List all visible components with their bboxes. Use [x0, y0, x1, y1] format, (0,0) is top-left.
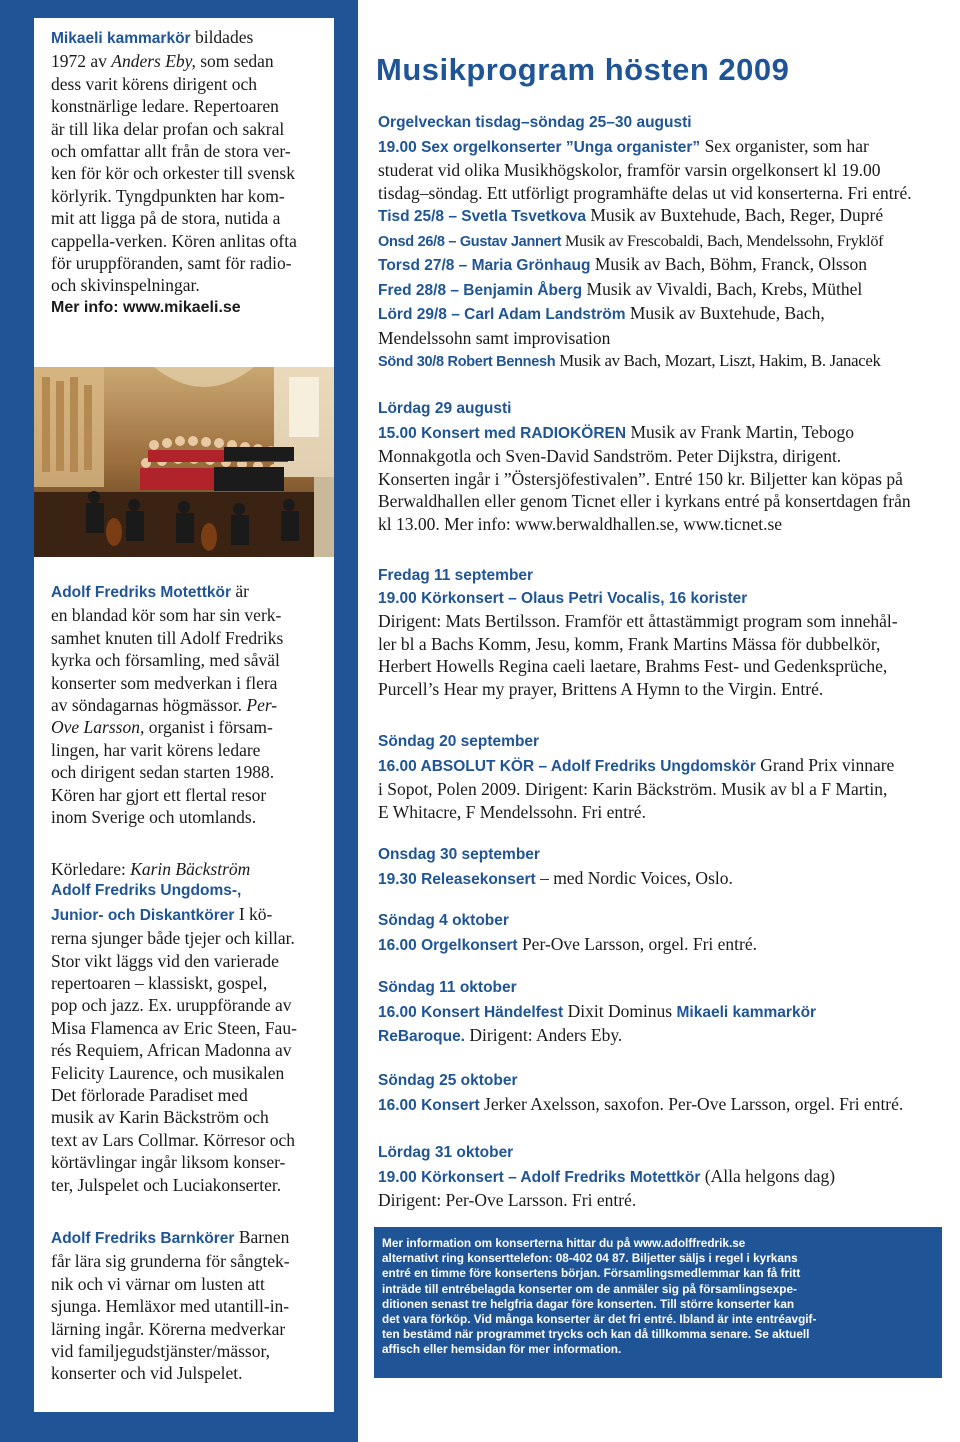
text-line: och omfattar allt från de stora ver-	[51, 141, 291, 162]
event-radiokoren	[378, 398, 960, 535]
text-fragment: Musik av Bach, Mozart, Liszt, Hakim, B. Janacek	[555, 351, 881, 370]
text-line: för uruppföranden, samt för radio-	[51, 253, 292, 274]
day-organist: Lörd 29/8 – Carl Adam Landström	[378, 306, 626, 323]
event-date: Orgelveckan tisdag–söndag 25–30 augusti	[378, 114, 692, 131]
event-orgelkonsert	[378, 910, 960, 957]
text-line	[378, 278, 960, 303]
text-fragment: Musik av Frank Martin, Tebogo	[626, 421, 854, 442]
day-organist: Fred 28/8 – Benjamin Åberg	[378, 281, 583, 299]
text-line	[378, 135, 960, 160]
text-fragment: Jerker Axelsson, saxofon. Per-Ove Larsson, orgel. Fri entré.	[479, 1093, 904, 1114]
text-fragment: Barnen	[234, 1227, 290, 1247]
text-line: en blandad kör som har sin verk-	[51, 605, 282, 626]
event-date: Lördag 29 augusti	[378, 400, 512, 417]
choir-photo-illustration	[34, 367, 334, 557]
choir-name: Junior- och Diskantkörer	[51, 906, 235, 924]
text-fragment: bildades	[190, 27, 254, 47]
text-fragment: Musik av Vivaldi, Bach, Krebs, Müthel	[582, 278, 863, 299]
choir-name: Adolf Fredriks Barnkörer	[51, 1230, 235, 1247]
text-line: lingen, har varit körens ledare	[51, 739, 261, 760]
text-line	[378, 349, 960, 374]
text-line	[378, 867, 960, 892]
text-line: Konserten ingår i ”Östersjöfestivalen”. Entré 150 kr. Biljetter kan köpas på	[378, 468, 903, 489]
text-line: Herbert Howells Regina caeli laetare, Brahms Fest- und Gedenksprüche,	[378, 656, 888, 676]
choir-name: Adolf Fredriks Ungdoms-,	[51, 882, 242, 900]
text-line: Berwaldhallen eller genom Ticnet eller i kyrkans entré på konsertdagen från	[378, 491, 911, 511]
text-line	[378, 1024, 960, 1049]
event-time: 19.00 Körkonsert – Olaus Petri Vocalis, 16 korister	[378, 589, 748, 607]
text-line: studerat vid olika Musikhögskolor, framför varsin orgelkonsert kl 19.00	[378, 160, 881, 180]
text-line: cappella-verken. Kören anlitas ofta	[51, 230, 297, 251]
text-line	[378, 1093, 960, 1118]
organist-name: Ove Larsson,	[51, 717, 145, 738]
text-line: rerna sjunger både tjejer och killar.	[51, 928, 295, 949]
text-line: i Sopot, Polen 2009. Dirigent: Karin Bäckström. Musik av bl a F Martin,	[378, 779, 888, 799]
text-line: lärning ingår. Körerna medverkar	[51, 1318, 286, 1339]
text-line	[51, 858, 313, 880]
text-fragment: är	[230, 581, 249, 601]
text-line	[51, 694, 313, 716]
day-organist: Tisd 25/8 – Svetla Tsvetkova	[378, 208, 586, 225]
text-line: körtävlingar ingår liksom konser-	[51, 1152, 286, 1173]
motett-section	[51, 580, 313, 828]
info-line: affisch eller hemsidan för mer information.	[382, 1342, 622, 1357]
event-date: Onsdag 30 september	[378, 846, 540, 863]
text-line: Purcell’s Hear my prayer, Brittens A Hymn to the Virgin. Entré.	[378, 678, 824, 699]
info-line: ten bestämd när programmet trycks och kan då tillkomma senare. Se aktuell	[382, 1327, 810, 1342]
event-olaus-petri	[378, 565, 960, 700]
event-date: Fredag 11 september	[378, 567, 534, 584]
info-line: entré en timme före konsertens början. Församlingsmedlemmar kan få fritt	[382, 1266, 801, 1281]
text-line: E Whitacre, F Mendelssohn. Fri entré.	[378, 801, 646, 822]
text-fragment: Per-Ove Larsson, orgel. Fri entré.	[517, 933, 757, 954]
text-line	[51, 50, 313, 72]
page-title: Musikprogram hösten 2009	[376, 52, 790, 87]
text-line: Det förlorade Paradiset med	[51, 1085, 248, 1106]
text-line	[378, 1165, 960, 1190]
leader-name: Karin Bäckström	[130, 859, 251, 879]
text-line: nik och vi värnar om lusten att	[51, 1273, 265, 1294]
text-line	[51, 1226, 313, 1250]
day-organist: Sönd 30/8 Robert Bennesh	[378, 354, 556, 370]
choir-name: Mikaeli kammarkör	[51, 30, 191, 47]
text-line: sjunga. Hemläxor med utantill-in-	[51, 1296, 290, 1317]
text-line: Misa Flamenca av Eric Steen, Fau-	[51, 1017, 297, 1038]
event-date: Söndag 20 september	[378, 733, 540, 750]
text-line	[378, 754, 960, 779]
event-handelfest	[378, 977, 960, 1049]
info-line: inträde till entrébelagda konserter om de anmäler sig på församlingsexpe-	[382, 1281, 797, 1296]
text-fragment: I kö-	[234, 903, 273, 924]
leader-label: Körledare:	[51, 859, 131, 879]
text-fragment: 1972 av	[51, 51, 112, 72]
info-box	[374, 1227, 942, 1378]
text-line: och dirigent sedan starten 1988.	[51, 762, 275, 783]
text-line: mit att ligga på de stora, nutida a	[51, 208, 281, 229]
text-line	[51, 580, 313, 604]
text-line: tisdag–söndag. Ett utförligt programhäfte delas ut vid konserterna. Fri entré.	[378, 182, 912, 203]
event-alla-helgons	[378, 1142, 960, 1212]
event-time: 16.00 ABSOLUT KÖR – Adolf Fredriks Ungdomskör	[378, 757, 756, 775]
text-fragment: Dixit Dominus	[563, 1000, 677, 1021]
text-line: repertoaren – klassiskt, gospel,	[51, 973, 268, 994]
organist-name: Per-	[246, 695, 278, 716]
text-fragment: som sedan	[195, 51, 274, 72]
text-line	[51, 903, 313, 927]
text-fragment: Grand Prix vinnare	[755, 754, 895, 775]
text-line: rés Requiem, African Madonna av	[51, 1040, 292, 1061]
info-line: alternativt ring konserttelefon: 08-402 04 87. Biljetter säljs i regel i kyrkans	[382, 1251, 798, 1266]
event-time: 16.00 Konsert Händelfest	[378, 1003, 564, 1021]
info-line: Mer information om konserterna hittar du på www.adolffredrik.se	[382, 1236, 746, 1250]
conductor-name: Anders Eby,	[111, 51, 196, 72]
event-date: Söndag 25 oktober	[378, 1072, 518, 1089]
text-fragment: Musik av Frescobaldi, Bach, Mendelssohn, Fryklöf	[561, 231, 884, 250]
text-line: är till lika delar profan och sakral	[51, 118, 285, 139]
event-date: Söndag 4 oktober	[378, 912, 509, 929]
text-line	[378, 933, 960, 958]
text-line: konserter och vid Julspelet.	[51, 1363, 243, 1384]
day-organist: Torsd 27/8 – Maria Grönhaug	[378, 257, 591, 274]
event-date: Söndag 11 oktober	[378, 979, 517, 996]
info-line: det vara förköp. Vid många konserter är det fri entré. Ibland är inte entréavgif-	[382, 1312, 817, 1327]
text-line: ter, Julspelet och Luciakonserter.	[51, 1174, 282, 1195]
text-fragment: organist i försam-	[144, 717, 273, 738]
text-line: Monnakgotla och Sven-David Sandström. Peter Dijkstra, dirigent.	[378, 446, 842, 466]
info-line: ditionen senast tre helgfria dagar före konserten. Till större konserter kan	[382, 1296, 795, 1311]
text-fragment: Musik av Buxtehude, Bach,	[625, 303, 825, 323]
event-time: 19.30 Releasekonsert	[378, 870, 536, 888]
text-line: Felicity Laurence, och musikalen	[51, 1062, 285, 1083]
event-time: 19.00 Körkonsert – Adolf Fredriks Motettkör	[378, 1168, 701, 1186]
text-line	[51, 26, 313, 50]
ensemble-name: Mikaeli kammarkör	[676, 1003, 817, 1021]
text-line: konserter som medverkan i flera	[51, 672, 278, 693]
text-line: dess varit körens dirigent och	[51, 73, 258, 94]
text-line: Kören har gjort ett flertal resor	[51, 784, 267, 805]
text-line: inom Sverige och utomlands.	[51, 807, 257, 828]
text-fragment: – med Nordic Voices, Oslo.	[535, 867, 733, 888]
text-line	[378, 253, 960, 278]
day-organist: Onsd 26/8 – Gustav Jannert	[378, 233, 562, 250]
text-line: Stor vikt läggs vid den varierade	[51, 950, 279, 971]
text-line: konstnärlige ledare. Repertoaren	[51, 96, 279, 117]
text-fragment: Dirigent: Anders Eby.	[465, 1025, 623, 1045]
text-fragment: av söndagarnas högmässor.	[51, 695, 247, 716]
text-fragment: Sex organister, som har	[700, 135, 869, 156]
event-date: Lördag 31 oktober	[378, 1144, 514, 1161]
text-line: kl 13.00. Mer info: www.berwaldhallen.se, www.ticnet.se	[378, 513, 783, 534]
text-line: pop och jazz. Ex. uruppförande av	[51, 995, 292, 1016]
text-line	[378, 302, 960, 327]
event-time: 16.00 Orgelkonsert	[378, 936, 518, 954]
text-line: samhet knuten till Adolf Fredriks	[51, 627, 284, 648]
ungdom-section	[51, 858, 313, 1196]
more-info-link[interactable]: Mer info: www.mikaeli.se	[51, 298, 241, 316]
text-line: Dirigent: Per-Ove Larsson. Fri entré.	[378, 1190, 637, 1210]
choir-photo	[34, 367, 334, 557]
text-fragment: (Alla helgons dag)	[700, 1165, 836, 1186]
text-line	[378, 229, 960, 254]
text-line	[378, 1000, 960, 1025]
event-release	[378, 844, 960, 891]
text-line: kyrka och församling, med såväl	[51, 650, 280, 671]
event-time: 15.00 Konsert med RADIOKÖREN	[378, 424, 627, 442]
text-line: ken för kör och orkester till svensk	[51, 163, 295, 184]
text-fragment: Musik av Bach, Böhm, Franck, Olsson	[590, 254, 868, 274]
text-line: musik av Karin Bäckström och	[51, 1107, 269, 1128]
event-time: 16.00 Konsert	[378, 1096, 480, 1114]
text-line: och skivinspelningar.	[51, 275, 200, 296]
text-line: text av Lars Collmar. Körresor och	[51, 1129, 295, 1150]
text-line: ler bl a Bachs Komm, Jesu, komm, Frank Martins Mässa för dubbelkör,	[378, 633, 881, 654]
event-time: 19.00 Sex orgelkonserter ”Unga organister”	[378, 138, 701, 156]
text-line: Dirigent: Mats Bertilsson. Framför ett åttastämmigt program som innehål-	[378, 611, 898, 631]
event-orgelveckan	[378, 112, 960, 374]
text-line	[378, 421, 960, 446]
text-line: Mendelssohn samt improvisation	[378, 327, 611, 348]
text-line	[51, 716, 313, 738]
event-absolut-kor	[378, 731, 960, 823]
text-line	[378, 204, 960, 229]
text-line: körlyrik. Tyngdpunkten har kom-	[51, 185, 285, 206]
text-line: vid familjegudstjänster/mässor,	[51, 1341, 270, 1362]
ensemble-name: ReBaroque.	[378, 1028, 465, 1045]
text-fragment: Musik av Buxtehude, Bach, Reger, Dupré	[585, 205, 884, 225]
text-line: får lära sig grunderna för sångtek-	[51, 1251, 290, 1272]
event-axelsson	[378, 1070, 960, 1117]
choir-name: Adolf Fredriks Motettkör	[51, 584, 231, 601]
mikaeli-section	[51, 26, 313, 319]
barn-section	[51, 1226, 313, 1385]
